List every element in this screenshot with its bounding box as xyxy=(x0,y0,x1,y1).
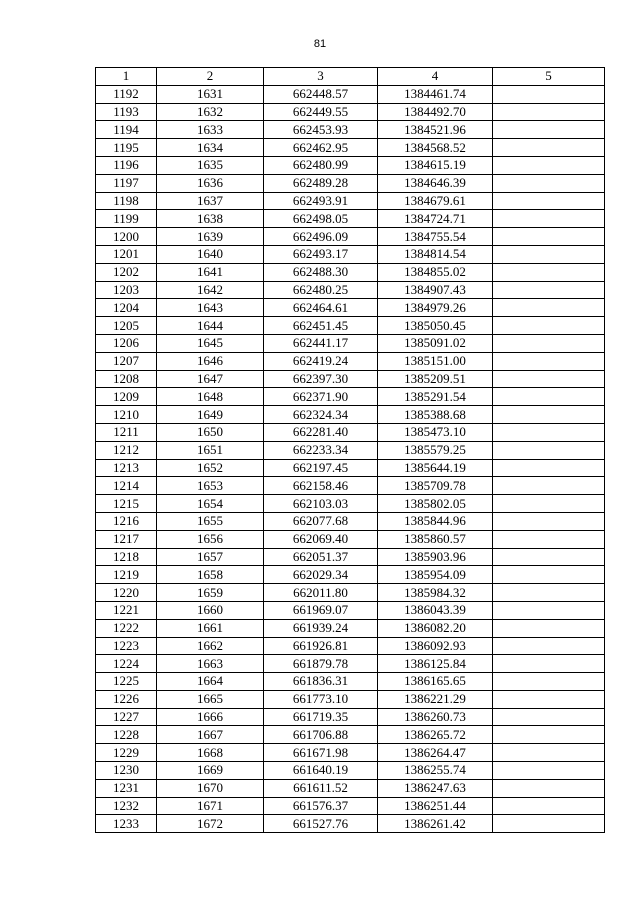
table-row xyxy=(96,619,605,637)
table-cell: 662197.45 xyxy=(264,459,378,477)
table-row xyxy=(96,317,605,335)
table-cell: 1193 xyxy=(96,103,157,121)
table-cell: 661611.52 xyxy=(264,779,378,797)
table-cell: 1206 xyxy=(96,334,157,352)
table-cell xyxy=(493,85,605,103)
table-cell xyxy=(493,744,605,762)
table-cell: 1386043.39 xyxy=(378,601,493,619)
table-cell: 1650 xyxy=(157,423,264,441)
table-cell: 1384679.61 xyxy=(378,192,493,210)
table-cell: 1228 xyxy=(96,726,157,744)
table-row xyxy=(96,281,605,299)
table-cell: 662464.61 xyxy=(264,299,378,317)
table-row xyxy=(96,245,605,263)
table-row xyxy=(96,815,605,833)
table-cell xyxy=(493,477,605,495)
table-cell: 662069.40 xyxy=(264,530,378,548)
table-cell: 1641 xyxy=(157,263,264,281)
table-cell xyxy=(493,797,605,815)
table-cell: 662451.45 xyxy=(264,317,378,335)
table-cell xyxy=(493,406,605,424)
table-cell: 1384492.70 xyxy=(378,103,493,121)
table-cell: 1660 xyxy=(157,601,264,619)
table-cell: 1204 xyxy=(96,299,157,317)
table-cell: 1634 xyxy=(157,139,264,157)
table-cell: 661969.07 xyxy=(264,601,378,619)
table-cell: 1386082.20 xyxy=(378,619,493,637)
table-cell: 1386165.65 xyxy=(378,673,493,691)
table-cell: 1196 xyxy=(96,156,157,174)
table-cell: 1654 xyxy=(157,495,264,513)
table-cell: 662493.91 xyxy=(264,192,378,210)
coordinates-table xyxy=(95,67,605,833)
table-cell: 1198 xyxy=(96,192,157,210)
table-row xyxy=(96,797,605,815)
table-cell xyxy=(493,655,605,673)
table-cell xyxy=(493,263,605,281)
table-cell: 1216 xyxy=(96,512,157,530)
table-cell: 661939.24 xyxy=(264,619,378,637)
table-row xyxy=(96,370,605,388)
table-row xyxy=(96,299,605,317)
table-row xyxy=(96,530,605,548)
table-cell: 1636 xyxy=(157,174,264,192)
table-cell: 1208 xyxy=(96,370,157,388)
table-cell: 1672 xyxy=(157,815,264,833)
table-cell: 1656 xyxy=(157,530,264,548)
table-cell: 1386125.84 xyxy=(378,655,493,673)
table-cell: 661719.35 xyxy=(264,708,378,726)
table-cell: 1384814.54 xyxy=(378,245,493,263)
table-cell: 1642 xyxy=(157,281,264,299)
table-cell xyxy=(493,210,605,228)
table-cell: 1385903.96 xyxy=(378,548,493,566)
table-cell: 662324.34 xyxy=(264,406,378,424)
table-cell: 662449.55 xyxy=(264,103,378,121)
table-cell: 1200 xyxy=(96,228,157,246)
table-cell: 1230 xyxy=(96,762,157,780)
table-cell: 1207 xyxy=(96,352,157,370)
table-cell: 1384568.52 xyxy=(378,139,493,157)
page-number: 81 xyxy=(313,38,327,50)
table-cell: 662103.03 xyxy=(264,495,378,513)
table-cell: 662480.25 xyxy=(264,281,378,299)
table-cell: 1384615.19 xyxy=(378,156,493,174)
table-cell: 662493.17 xyxy=(264,245,378,263)
table-cell: 1639 xyxy=(157,228,264,246)
table-cell: 662480.99 xyxy=(264,156,378,174)
table-cell: 1386264.47 xyxy=(378,744,493,762)
table-cell xyxy=(493,441,605,459)
table-cell: 1205 xyxy=(96,317,157,335)
table-row xyxy=(96,708,605,726)
table-cell: 662281.40 xyxy=(264,423,378,441)
table-cell: 1638 xyxy=(157,210,264,228)
column-header: 3 xyxy=(264,68,378,86)
table-cell: 1662 xyxy=(157,637,264,655)
column-header: 5 xyxy=(493,68,605,86)
table-cell xyxy=(493,601,605,619)
table-cell: 1644 xyxy=(157,317,264,335)
table-row xyxy=(96,121,605,139)
table-row xyxy=(96,655,605,673)
table-cell: 662158.46 xyxy=(264,477,378,495)
table-cell xyxy=(493,139,605,157)
table-cell: 1386261.42 xyxy=(378,815,493,833)
table-cell: 1385473.10 xyxy=(378,423,493,441)
table-cell xyxy=(493,156,605,174)
table-cell: 1666 xyxy=(157,708,264,726)
table-cell xyxy=(493,673,605,691)
table-row xyxy=(96,334,605,352)
table-cell xyxy=(493,512,605,530)
table-cell: 1384755.54 xyxy=(378,228,493,246)
table-cell: 661879.78 xyxy=(264,655,378,673)
column-header: 1 xyxy=(96,68,157,86)
table-cell: 1631 xyxy=(157,85,264,103)
table-cell: 1213 xyxy=(96,459,157,477)
table-cell: 1219 xyxy=(96,566,157,584)
table-cell: 662397.30 xyxy=(264,370,378,388)
table-cell xyxy=(493,299,605,317)
table-cell: 1223 xyxy=(96,637,157,655)
table-cell: 661671.98 xyxy=(264,744,378,762)
table-cell: 1664 xyxy=(157,673,264,691)
table-cell xyxy=(493,779,605,797)
table-cell: 1202 xyxy=(96,263,157,281)
table-cell: 1384979.26 xyxy=(378,299,493,317)
table-cell xyxy=(493,370,605,388)
table-row xyxy=(96,744,605,762)
table-cell: 662489.28 xyxy=(264,174,378,192)
table-cell: 662419.24 xyxy=(264,352,378,370)
table-cell xyxy=(493,192,605,210)
table-cell: 1212 xyxy=(96,441,157,459)
table-row xyxy=(96,192,605,210)
table-row xyxy=(96,495,605,513)
table-cell: 1232 xyxy=(96,797,157,815)
table-cell xyxy=(493,228,605,246)
table-cell xyxy=(493,530,605,548)
table-body xyxy=(96,85,605,832)
table-cell: 1385954.09 xyxy=(378,566,493,584)
table-cell: 662488.30 xyxy=(264,263,378,281)
table-cell: 1201 xyxy=(96,245,157,263)
table-row xyxy=(96,548,605,566)
table-cell: 1385050.45 xyxy=(378,317,493,335)
table-cell: 1386255.74 xyxy=(378,762,493,780)
table-cell: 1385984.32 xyxy=(378,584,493,602)
table-cell: 1651 xyxy=(157,441,264,459)
table-cell: 662462.95 xyxy=(264,139,378,157)
table-row xyxy=(96,388,605,406)
table-cell: 1218 xyxy=(96,548,157,566)
table-cell: 662453.93 xyxy=(264,121,378,139)
table-cell: 662371.90 xyxy=(264,388,378,406)
table-cell: 1386092.93 xyxy=(378,637,493,655)
table-cell: 1385644.19 xyxy=(378,459,493,477)
column-header: 4 xyxy=(378,68,493,86)
table-row xyxy=(96,228,605,246)
table-cell xyxy=(493,495,605,513)
table-cell: 1648 xyxy=(157,388,264,406)
table-cell: 1385860.57 xyxy=(378,530,493,548)
table-cell: 1211 xyxy=(96,423,157,441)
table-cell: 1225 xyxy=(96,673,157,691)
table-cell: 662233.34 xyxy=(264,441,378,459)
table-cell: 1385579.25 xyxy=(378,441,493,459)
table-cell: 1652 xyxy=(157,459,264,477)
table-cell: 661527.76 xyxy=(264,815,378,833)
table-cell: 1194 xyxy=(96,121,157,139)
column-header: 2 xyxy=(157,68,264,86)
table-cell: 1195 xyxy=(96,139,157,157)
table-cell: 1645 xyxy=(157,334,264,352)
table-cell: 1661 xyxy=(157,619,264,637)
table-cell: 1646 xyxy=(157,352,264,370)
table-cell: 1214 xyxy=(96,477,157,495)
table-cell: 662498.05 xyxy=(264,210,378,228)
table-cell xyxy=(493,352,605,370)
table-row xyxy=(96,512,605,530)
table-row xyxy=(96,156,605,174)
table-cell: 1222 xyxy=(96,619,157,637)
table-cell: 1633 xyxy=(157,121,264,139)
table-cell: 1385209.51 xyxy=(378,370,493,388)
table-row xyxy=(96,673,605,691)
table-row xyxy=(96,637,605,655)
table-cell: 1226 xyxy=(96,690,157,708)
table-cell: 1655 xyxy=(157,512,264,530)
table-row xyxy=(96,441,605,459)
table-cell: 661640.19 xyxy=(264,762,378,780)
table-cell: 1385291.54 xyxy=(378,388,493,406)
table-cell: 1233 xyxy=(96,815,157,833)
table-cell: 1384855.02 xyxy=(378,263,493,281)
table-cell: 1647 xyxy=(157,370,264,388)
table-cell: 1224 xyxy=(96,655,157,673)
table-row xyxy=(96,406,605,424)
table-cell: 661926.81 xyxy=(264,637,378,655)
table-cell: 1199 xyxy=(96,210,157,228)
table-cell: 662051.37 xyxy=(264,548,378,566)
table-row xyxy=(96,423,605,441)
table-cell: 662441.17 xyxy=(264,334,378,352)
table-cell: 1385844.96 xyxy=(378,512,493,530)
table-cell: 661706.88 xyxy=(264,726,378,744)
table-cell: 1203 xyxy=(96,281,157,299)
table-cell xyxy=(493,423,605,441)
table-cell: 1221 xyxy=(96,601,157,619)
table-cell: 662077.68 xyxy=(264,512,378,530)
table-cell xyxy=(493,619,605,637)
table-cell: 662496.09 xyxy=(264,228,378,246)
table-cell: 1669 xyxy=(157,762,264,780)
table-cell: 1385709.78 xyxy=(378,477,493,495)
table-cell: 1386260.73 xyxy=(378,708,493,726)
table-cell: 1209 xyxy=(96,388,157,406)
table-row xyxy=(96,566,605,584)
table-cell: 1229 xyxy=(96,744,157,762)
table-cell: 1197 xyxy=(96,174,157,192)
table-cell xyxy=(493,708,605,726)
table-cell: 1220 xyxy=(96,584,157,602)
table-cell: 1227 xyxy=(96,708,157,726)
table-cell xyxy=(493,584,605,602)
table-cell: 1231 xyxy=(96,779,157,797)
table-row xyxy=(96,85,605,103)
table-cell: 1670 xyxy=(157,779,264,797)
table-cell: 1657 xyxy=(157,548,264,566)
table-cell: 1643 xyxy=(157,299,264,317)
table-cell: 1386247.63 xyxy=(378,779,493,797)
table-cell: 1637 xyxy=(157,192,264,210)
table-row xyxy=(96,103,605,121)
table-cell: 1667 xyxy=(157,726,264,744)
table-cell xyxy=(493,281,605,299)
table-row xyxy=(96,779,605,797)
table-cell xyxy=(493,245,605,263)
table-cell: 1658 xyxy=(157,566,264,584)
table-cell: 1386265.72 xyxy=(378,726,493,744)
table-cell: 1665 xyxy=(157,690,264,708)
table-cell: 1671 xyxy=(157,797,264,815)
table-cell xyxy=(493,637,605,655)
table-cell: 1663 xyxy=(157,655,264,673)
table-cell xyxy=(493,548,605,566)
table-cell: 1385802.05 xyxy=(378,495,493,513)
table-cell xyxy=(493,815,605,833)
table-row xyxy=(96,139,605,157)
table-row xyxy=(96,210,605,228)
table-cell: 661836.31 xyxy=(264,673,378,691)
table-cell xyxy=(493,121,605,139)
table-cell xyxy=(493,690,605,708)
table-row xyxy=(96,263,605,281)
table-cell: 1217 xyxy=(96,530,157,548)
table-cell: 661576.37 xyxy=(264,797,378,815)
table-cell xyxy=(493,459,605,477)
table-cell xyxy=(493,388,605,406)
table-cell xyxy=(493,174,605,192)
table-cell: 1384724.71 xyxy=(378,210,493,228)
table-row xyxy=(96,690,605,708)
table-row xyxy=(96,601,605,619)
table-cell: 662011.80 xyxy=(264,584,378,602)
table-cell: 661773.10 xyxy=(264,690,378,708)
table-cell: 1653 xyxy=(157,477,264,495)
table-cell xyxy=(493,566,605,584)
table-row xyxy=(96,459,605,477)
table-cell: 1668 xyxy=(157,744,264,762)
table-cell: 1385151.00 xyxy=(378,352,493,370)
table-cell: 662448.57 xyxy=(264,85,378,103)
table-cell xyxy=(493,103,605,121)
table-row xyxy=(96,762,605,780)
table-row xyxy=(96,584,605,602)
table-cell: 1384521.96 xyxy=(378,121,493,139)
table-row xyxy=(96,174,605,192)
table-row xyxy=(96,352,605,370)
table-cell: 1659 xyxy=(157,584,264,602)
table-cell: 1635 xyxy=(157,156,264,174)
table-cell: 1210 xyxy=(96,406,157,424)
table-cell xyxy=(493,334,605,352)
table-cell: 1649 xyxy=(157,406,264,424)
table-header-row xyxy=(96,68,605,86)
table-cell: 1192 xyxy=(96,85,157,103)
table-row xyxy=(96,477,605,495)
table-cell xyxy=(493,726,605,744)
table-cell: 1632 xyxy=(157,103,264,121)
table-cell: 1384907.43 xyxy=(378,281,493,299)
table-cell: 1215 xyxy=(96,495,157,513)
table-row xyxy=(96,726,605,744)
table-cell: 1640 xyxy=(157,245,264,263)
table-cell: 1385091.02 xyxy=(378,334,493,352)
table-cell xyxy=(493,762,605,780)
table-cell xyxy=(493,317,605,335)
table-cell: 1386221.29 xyxy=(378,690,493,708)
table-cell: 1384646.39 xyxy=(378,174,493,192)
table-cell: 1384461.74 xyxy=(378,85,493,103)
table-cell: 1385388.68 xyxy=(378,406,493,424)
table-cell: 1386251.44 xyxy=(378,797,493,815)
table-cell: 662029.34 xyxy=(264,566,378,584)
